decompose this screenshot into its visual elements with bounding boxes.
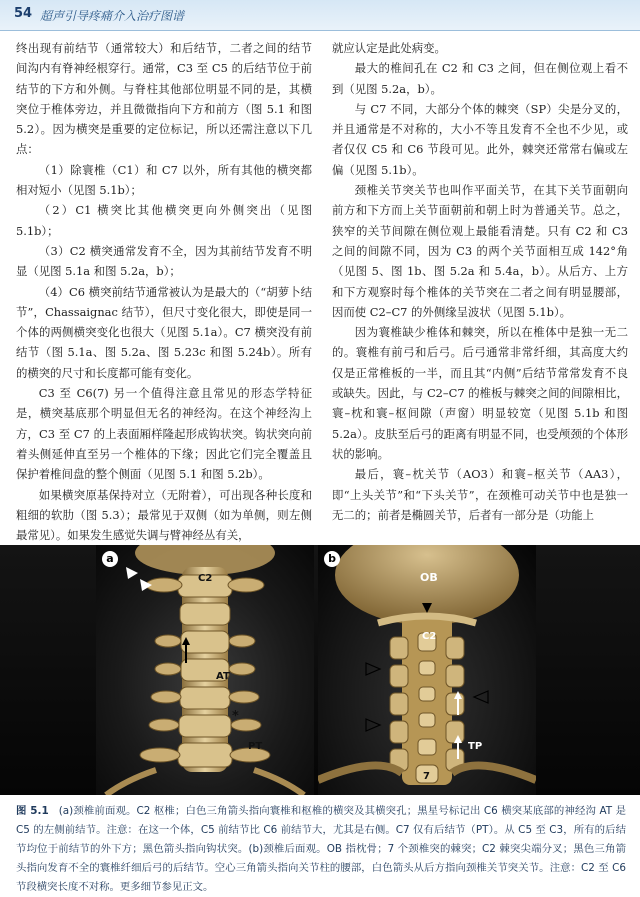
paragraph: 终出现有前结节（通常较大）和后结节，二者之间的结节间沟内有脊神经根穿行。通常，C3 至 C5 的后结节位于前结节的下方和外侧。与脊柱其他部位明显不同的是，其横突位于椎体旁边，并且微微指向下方和前方（图 5.1 和图 5.2）。因为横突是重要的定位标记，所以还需注意以下几点：	[16, 41, 312, 157]
figure-caption	[16, 802, 626, 897]
paragraph: （3）C2 横突通常发育不全，因为其前结节发育不明显（见图 5.1a 和图 5.2a，b）；	[16, 243, 312, 279]
paragraph: 最大的椎间孔在 C2 和 C3 之间，但在侧位观上看不到（见图 5.2a，b）。	[332, 61, 628, 96]
label-c2: C2	[422, 631, 437, 642]
panel-letter-b: b	[324, 551, 340, 567]
caption-number: 图 5.1	[16, 805, 49, 817]
running-title: 超声引导疼痛介入治疗图谱	[40, 9, 185, 23]
label-ob: OB	[420, 571, 438, 584]
paragraph: （2）C1 横突比其他横突更向外侧突出（见图 5.1b）；	[16, 203, 312, 238]
paragraph: 颈椎关节突关节也叫作平面关节，在其下关节面朝向前方和下方而上关节面朝前和朝上时为普通关节。总之，狭窄的关节间隙在侧位观上最能看清楚。只有 C2 和 C3 之间的间隙不同，因为 C3 的两个关节面相互成 142°角（见图 5、图 1b、图 5.2a 和 5.4a，b）。从后方、上方和下方观察时每个椎体的关节突在二者之间有明显腰部，因而使 C2–C7 的外侧缘呈波状（见图 5.1b）。	[332, 183, 628, 319]
paragraph: 如果横突原基保持对立（无附着），可出现各种长度和粗细的软肋（图 5.3）；最常见于双侧（如为单侧，则左侧最常见）。如果发生感觉失调与臂神经丛有关，	[16, 487, 312, 543]
paragraph: 最后，寰–枕关节（AO3）和寰–枢关节（AA3），即“上头关节”和“下头关节”，在颈椎可动关节中也是独一无二的；前者是椭圆关节，后者有一部分是（功能上	[332, 467, 628, 522]
paragraph: 就应认定是此处病变。	[332, 41, 446, 55]
right-text-column	[332, 38, 628, 525]
paragraph: （4）C6 横突前结节通常被认为是最大的（“胡萝卜结节”，Chassaignac 结节），但尺寸变化很大，即使是同一个体的两侧横突变化也很大（见图 5.1a）。C7 横突没有前结节（图 5.1a、图 5.2a、图 5.23c 和图 5.24b）。所有的横突的尺寸和长度都可能有变化。	[16, 284, 312, 380]
paragraph: 与 C7 不同，大部分个体的棘突（SP）尖是分叉的，并且通常是不对称的，大小不等且发育不全也不少见，或者仅仅 C5 和 C6 节段可见。此外，棘突还常常右偏或左偏（见图 5.1b）。	[332, 101, 628, 177]
label-at: AT	[216, 671, 230, 682]
page-number: 54	[14, 6, 33, 21]
panel-letter-a: a	[102, 551, 118, 567]
label-tp: TP	[468, 741, 483, 752]
figure-panel-a	[96, 545, 314, 795]
figure-5-1	[0, 545, 640, 795]
label-seven: 7	[423, 771, 430, 782]
label-c2: C2	[198, 573, 213, 584]
figure-panel-b	[318, 545, 536, 795]
paragraph: C3 至 C6(7) 另一个值得注意且常见的形态学特征是，横突基底那个明显但无名的神经沟。在这个神经沟上方，C3 至 C7 的上表面厢样隆起形成钩状突。钩状突向前着头侧延伸直至另一个椎体的下缘；因此它们完全覆盖且保护着椎间盘的整个侧面（见图 5.1 和图 5.2b）。	[16, 386, 312, 482]
label-pt: PT	[248, 741, 263, 752]
paragraph: （1）除寰椎（C1）和 C7 以外，所有其他的横突都相对短小（见图 5.1b）；	[16, 162, 312, 198]
paragraph: 因为寰椎缺少椎体和棘突，所以在椎体中是独一无二的。寰椎有前弓和后弓。后弓通常非常纤细，其高度大约仅是正常椎板的一半，而且其“内侧”后结节常常发育不良或缺失。因此，与 C2–C7 的椎板与棘突之间的间隙相比，寰–枕和寰–枢间隙（声窗）明显较宽（见图 5.1b 和图 5.2a）。皮肤至后弓的距离有明显不同，也受颅颈的个体形状的影响。	[332, 325, 628, 461]
page-header	[0, 0, 640, 31]
left-text-column	[16, 38, 312, 545]
label-star: *	[232, 709, 239, 724]
caption-text: (a)颈椎前面观。C2 枢椎；白色三角箭头指向寰椎和枢椎的横突及其横突孔；黑星号标记出 C6 横突某底部的神经沟 AT 是 C5 的左侧前结节。注意：在这一个体，C5 前结节比 C6 前结节大，尤其是右侧。C7 仅有后结节（PT）。从 C5 至 C3，所有的后结节均位于前结节的外下方；黑色箭头指向钩状突。(b)颈椎后面观。OB 指枕骨；7 个颈椎突的棘突；C2 棘突尖端分叉；黑色三角箭头指向发育不全的寰椎纤细后弓的后结节。空心三角箭头指向关节柱的腰部，白色箭头从后方指向颈椎关节突关节。注意：C2 至 C6 节段横突长度不对称。更多细节参见正文。	[16, 805, 626, 893]
